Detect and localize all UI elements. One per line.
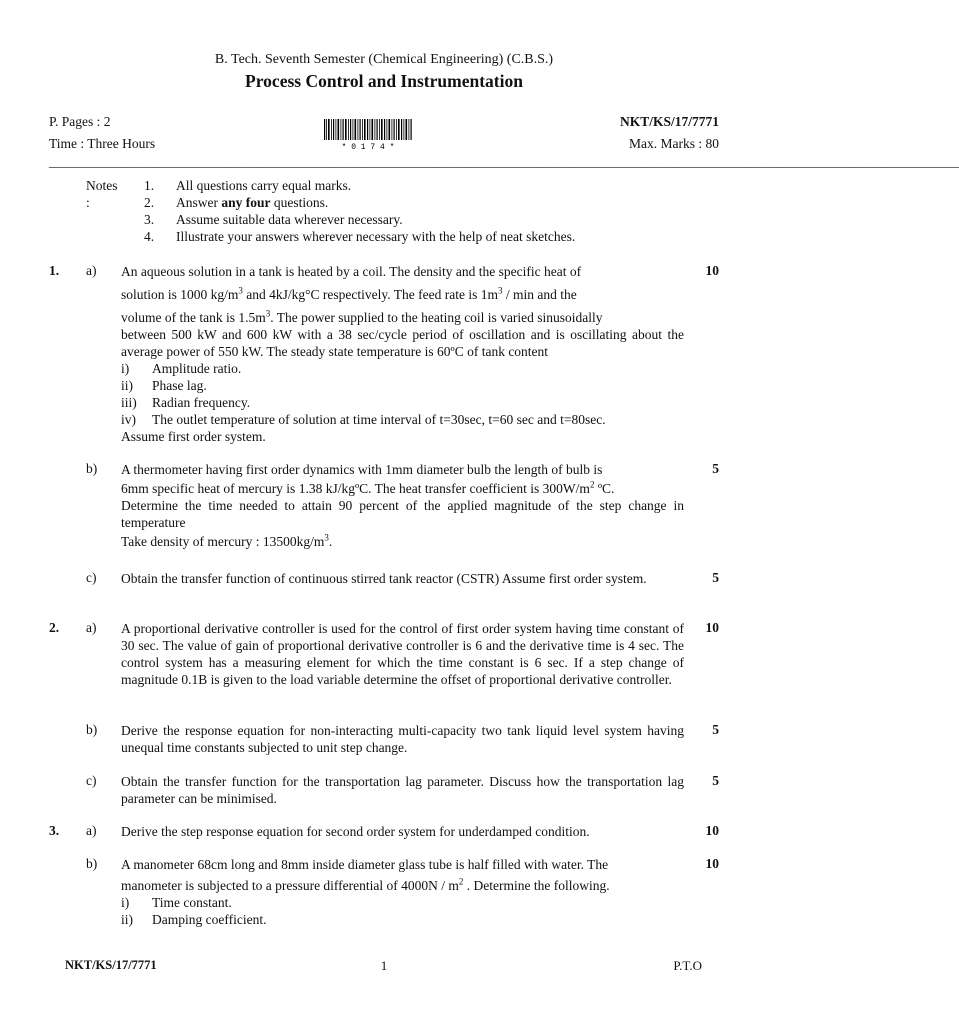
header-divider: ____________________________________________________________________________________________________________________________________________ — [49, 154, 959, 169]
barcode-number: * 0 1 7 4 * — [341, 143, 395, 152]
page-count: P. Pages : 2 — [49, 114, 111, 129]
question-3b-marks: 10 — [705, 856, 719, 871]
question-2a-label: a) — [86, 620, 97, 635]
note-number: 4. — [144, 229, 155, 244]
course-heading: B. Tech. Seventh Semester (Chemical Engineering) (C.B.S.) — [214, 52, 554, 67]
paper-title: Process Control and Instrumentation — [245, 71, 523, 91]
question-1a-marks: 10 — [705, 263, 719, 278]
note-text: Answer any four questions. — [176, 195, 329, 210]
question-1b-text: A thermometer having first order dynamics with 1mm diameter bulb the length of bulb is 6mm specific heat of mercury is 1.38 kJ/kgºC. The heat transfer coefficient is $300W/m^2$ ºC. Determine the time needed to attain 90 percent of the applied magnitude of the step change in temperature Take density of mercury : $13500kg/m^3$. — [121, 462, 684, 549]
note-number: 2. — [144, 195, 155, 210]
max-marks: Max. Marks : 80 — [629, 136, 719, 151]
question-3a-text: Derive the step response equation for second order system for underdamped condition. — [121, 824, 590, 839]
barcode-graphic — [322, 119, 414, 151]
question-2a-text: A proportional derivative controller is used for the control of first order system having time constant of 30 sec. The value of gain of proportional derivative controller is 6 and the derivative time is 4 sec. The control system has a measuring element for which the time constant is 6 sec. If a step change of magnitude 0.1B is given to the load variable determine the offset of proportional derivative controller. — [121, 621, 684, 687]
paper-code: NKT/KS/17/7771 — [619, 114, 719, 129]
question-1a-text: An aqueous solution in a tank is heated by a coil. The density and the specific heat of solution is 1000 $kg/m^3$ and 4kJ/kg°C respectively. The feed rate is $1m^3$ / min and the volume of the tank is $1.5m^3$. The power supplied to the heating coil is varied sinusoidally between 500 kW and 600 kW with a 38 sec/cycle period of oscillation and is oscillating about the average power of 550 kW. The steady state temperature is 60ºC of tank content i) Amplitude ratio. ii) Phase lag. iii) Radian frequency. iv) The outlet temperature of solution at time interval of t=30sec, t=60 sec and t=80sec. Assume first order system. — [121, 264, 684, 444]
notes-label: Notes : — [86, 178, 118, 210]
question-2b-text: Derive the response equation for non-interacting multi-capacity two tank liquid level system having unequal time constants subjected to unit step change. — [121, 723, 684, 755]
page-number: 1 — [380, 958, 388, 973]
question-1c-marks: 5 — [712, 570, 719, 585]
question-3b-label: b) — [86, 856, 98, 871]
footer-paper-code: NKT/KS/17/7771 — [65, 958, 157, 972]
question-1-number: 1. — [49, 263, 60, 278]
question-3a-label: a) — [86, 823, 97, 838]
note-number: 3. — [144, 212, 155, 227]
question-2-number: 2. — [49, 620, 60, 635]
question-2b-label: b) — [86, 722, 98, 737]
question-2b-marks: 5 — [712, 722, 719, 737]
question-1a-label: a) — [86, 263, 97, 278]
question-2c-marks: 5 — [712, 773, 719, 788]
question-1c-text: Obtain the transfer function of continuous stirred tank reactor (CSTR) Assume first order system. — [121, 571, 647, 586]
question-2a-marks: 10 — [705, 620, 719, 635]
please-turn-over: P.T.O — [673, 958, 702, 973]
question-2c-label: c) — [86, 773, 97, 788]
note-text: Assume suitable data wherever necessary. — [176, 212, 403, 227]
barcode-image — [322, 119, 414, 151]
question-2c-text: Obtain the transfer function for the transportation lag parameter. Discuss how the transportation lag parameter can be minimised. — [121, 774, 684, 806]
note-text: Illustrate your answers wherever necessary with the help of neat sketches. — [176, 229, 576, 244]
note-text: All questions carry equal marks. — [176, 178, 352, 193]
note-number: 1. — [144, 178, 155, 193]
exam-duration: Time : Three Hours — [49, 136, 156, 151]
question-1b-marks: 5 — [712, 461, 719, 476]
question-1b-label: b) — [86, 461, 98, 476]
question-3a-marks: 10 — [705, 823, 719, 838]
question-3b-text: A manometer 68cm long and 8mm inside diameter glass tube is half filled with water. The manometer is subjected to a pressure differential of $4000N / m^2$ . Determine the following. i) Time constant. ii) Damping coefficient. — [121, 857, 610, 927]
question-1c-label: c) — [86, 570, 97, 585]
question-3-number: 3. — [49, 823, 60, 838]
